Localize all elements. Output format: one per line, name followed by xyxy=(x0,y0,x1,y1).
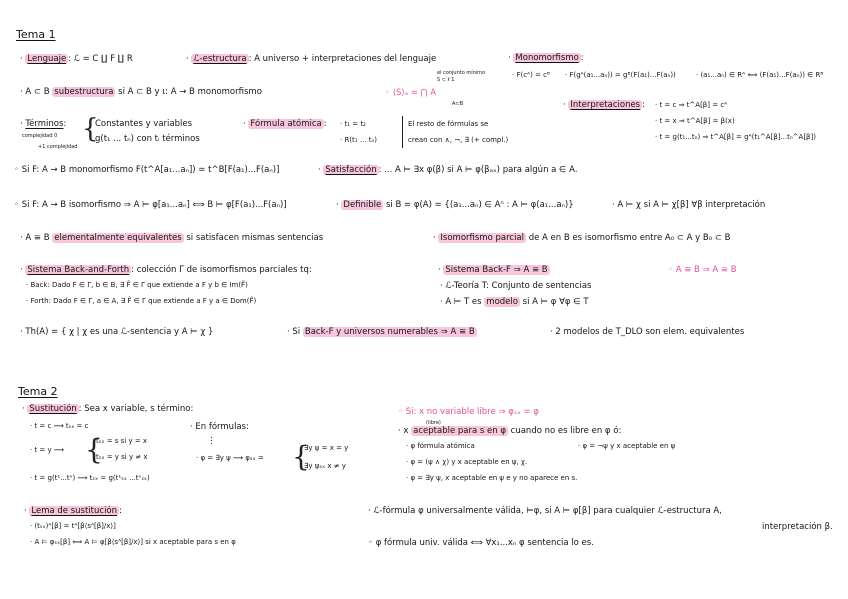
generated-substructure xyxy=(385,88,436,99)
variable-libre-row: ◦ Si: x no variable libre ⇒ φₛₓ = φ xyxy=(398,407,539,417)
formula-resto-2: crean con ∧, ¬, ∃ (+ compl.) xyxy=(408,136,509,144)
formulas-exists-left: · φ = ∃y ψ ⟿ φₛₓ = xyxy=(196,454,264,462)
aceptable-definition: cuando no es libre en φ ó: xyxy=(510,426,622,436)
back-condition: · Back: Dado F ∈ Γ, b ∈ B, ∃ F̃ ∈ Γ que extiende a F y b ∈ Im(F̃) xyxy=(26,281,248,289)
sustitucion-variable-b: tₛₓ = y si y ≠ x xyxy=(96,453,148,461)
lema-label: Lema de sustitución xyxy=(31,506,118,516)
interpretaciones-heading: · Interpretaciones : xyxy=(563,100,645,110)
back-and-forth-row: · Sistema Back-and-Forth : colección Γ de isomorfismos parciales tq: xyxy=(20,265,312,275)
back-and-forth-label: Sistema Back-and-Forth xyxy=(27,265,130,275)
terminos-note-2: +1 complejidad xyxy=(38,144,78,150)
lema-heading: · Lema de sustitución : xyxy=(24,506,122,516)
isomorfismo-parcial-definition: de A en B es isomorfismo entre A₀ ⊂ A y B₀ ⊂ B xyxy=(528,233,731,243)
generated-note-2: S ⊂ ℓ 1 xyxy=(437,77,455,83)
modelo-label: modelo xyxy=(486,297,518,307)
aceptable-left: · x xyxy=(398,426,409,436)
formula-atomica-2: · R(t₁ ... tₙ) xyxy=(340,136,377,144)
formulas-dots: ⋮ xyxy=(207,436,216,446)
modelo-interpretacion: · A ⊨ χ si A ⊨ χ[β] ∀β interpretación xyxy=(612,200,766,210)
formula-atomica-label: Fórmula atómica xyxy=(250,119,322,129)
lestructura-label: ℒ-estructura xyxy=(193,54,247,64)
generated-formula: ◦ ⟨S⟩ₐ = ⋂ A xyxy=(385,88,437,98)
monomorfismo-cond-1: · F(cᴬ) = cᴮ xyxy=(512,71,550,79)
lestructura-definition: A universo + interpretaciones del lenguaje xyxy=(254,54,437,64)
elementalmente-left: · A ≡ B xyxy=(20,233,50,243)
lema-formulas: · A ⊨ φₛₓ[β] ⟺ A ⊨ φ[β⟨sᴬ[β]/x⟩] si x aceptable para s en φ xyxy=(30,538,236,546)
terminos-note-1: complejidad 0 xyxy=(22,133,58,139)
isomorfos-equivalentes: ◦ A ≅ B ⇒ A ≡ B xyxy=(668,265,737,275)
definible-definition: si B = φ(A) = {(a₁...aₙ) ∈ Aⁿ : A ⊨ φ(a₁...aₙ)} xyxy=(385,200,574,210)
formula-divider xyxy=(402,116,403,148)
definible-row: · Definible si B = φ(A) = {(a₁...aₙ) ∈ Aⁿ : A ⊨ φ(a₁...aₙ)} xyxy=(336,200,574,210)
tema2-title: Tema 2 xyxy=(18,385,58,398)
formula-atomica-heading: · Fórmula atómica : xyxy=(243,119,327,129)
subestructura-label: subestructura xyxy=(54,87,114,97)
modelo-left: · A ⊨ T es xyxy=(440,297,482,307)
monomorfismo-label: Monomorfismo xyxy=(515,53,579,63)
sustitucion-variable-a: tₛₓ = s si y = x xyxy=(96,437,148,445)
terminos-item-1: Constantes y variables xyxy=(95,119,193,129)
elementalmente-definition: si satisfacen mismas sentencias xyxy=(186,233,324,243)
sustitucion-label: Sustitución xyxy=(29,404,77,414)
monomorfismo-cond-2: · F(gᴬ(a₁...aₙ)) = gᴮ(F(a₁)...F(aₙ)) xyxy=(565,71,676,79)
lenguaje-label: Lenguaje xyxy=(27,54,67,64)
isomorfismo-theorem: ◦ Si F: A → B isomorfismo ⇒ A ⊨ φ[a₁...aₙ] ⟺ B ⊨ φ[F(a₁)...F(aₙ)] xyxy=(14,200,287,210)
interpretacion-func: · t = g(t₁...tₙ) ⇒ t^A[β] = gᴬ(t₁^A[β]...tₙ^A[β]) xyxy=(655,133,816,141)
modelo-definition: si A ⊨ φ ∀φ ∈ T xyxy=(522,297,589,307)
back-forth-numerable-row xyxy=(287,327,477,338)
sustitucion-funcion: · t = g(t¹...tⁿ) ⟿ tₛₓ = g(t¹ₛₓ ...tⁿₛₓ) xyxy=(30,474,150,482)
terminos-brace: { xyxy=(82,114,99,144)
satisfaccion-row: · Satisfacción : ... A ⊨ ∃x φ(β) si A ⊨ φ(βₐₓ) para algún a ∈ A. xyxy=(318,165,578,175)
lestructura-row: · ℒ-estructura : A universo + interpretaciones del lenguaje xyxy=(186,54,437,64)
aceptable-label: aceptable para s en φ xyxy=(413,426,506,436)
aceptable-negacion: · φ = ¬ψ y x aceptable en ψ xyxy=(578,442,676,450)
sustitucion-variable-brace: { xyxy=(85,433,103,466)
lema-terminos: · (tₛₓ)ᴬ[β] = tᴬ[β⟨sᴬ[β]/x⟩] xyxy=(30,522,116,530)
formulas-heading: · En fórmulas: xyxy=(190,422,249,432)
subestructura-left: · A ⊂ B xyxy=(20,87,50,97)
isomorfismo-parcial-label: Isomorfismo parcial xyxy=(440,233,524,243)
definible-label: Definible xyxy=(343,200,382,210)
formula-resto-1: El resto de fórmulas se xyxy=(408,120,489,128)
monomorfismo-theorem: ◦ Si F: A → B monomorfismo F(t^A[a₁...aₙ]) = t^B[F(a₁)...F(aₙ)] xyxy=(14,165,280,175)
generated-note-1: el conjunto mínimo xyxy=(437,70,486,76)
satisfaccion-label: Satisfacción xyxy=(325,165,377,175)
isomorfismo-parcial-row: · Isomorfismo parcial de A en B es isomorfismo entre A₀ ⊂ A y B₀ ⊂ B xyxy=(433,233,731,243)
modelo-row xyxy=(440,297,589,308)
aceptable-row xyxy=(398,426,621,437)
formula-atomica-1: · t₁ = t₂ xyxy=(340,120,366,128)
sistema-bf-row: · Sistema Back-F ⇒ A ≡ B xyxy=(438,265,548,275)
universal-valida-1: · ℒ-fórmula φ universalmente válida, ⊨φ, si A ⊨ φ[β] para cualquier ℒ-estructura A, xyxy=(368,506,722,516)
elementalmente-row xyxy=(20,233,323,244)
sustitucion-definition: Sea x variable, s término: xyxy=(84,404,194,414)
generated-subscript: A⊂B xyxy=(452,101,464,107)
teoria-de-a: · Th(A) = { χ | χ es una ℒ-sentencia y A ⊨ χ } xyxy=(20,327,214,337)
formulas-exists-brace: { xyxy=(292,440,310,473)
formulas-exists-a: ∃y ψ = x = y xyxy=(304,444,349,452)
sistema-bf-label: Sistema Back-F ⇒ A ≡ B xyxy=(445,265,548,275)
sustitucion-heading: · Sustitución : Sea x variable, s término: xyxy=(22,404,194,414)
universal-valida-3: ◦ φ fórmula univ. válida ⟺ ∀x₁...xₙ φ sentencia lo es. xyxy=(368,538,594,548)
universal-valida-2: interpretación β. xyxy=(762,522,833,532)
aceptable-conjuncion: · φ = (ψ ∧ χ) y x aceptable en ψ, χ. xyxy=(406,458,528,466)
terminos-heading: · Términos: xyxy=(20,119,67,129)
tema1-title: Tema 1 xyxy=(16,28,56,41)
interpretacion-const: · t = c ⇒ t^A[β] = cᴬ xyxy=(655,101,728,109)
forth-condition: · Forth: Dado F ∈ Γ, a ∈ A, ∃ F̃ ∈ Γ que extiende a F y a ∈ Dom(F̃) xyxy=(26,297,257,305)
sustitucion-constante: · t = c ⟿ tₛₓ = c xyxy=(30,422,89,430)
aceptable-existencial: · φ = ∃y ψ, x aceptable en ψ e y no aparece en s. xyxy=(406,474,578,482)
aceptable-atomica: · φ fórmula atómica xyxy=(406,442,475,450)
dlo-modelos: · 2 modelos de T_DLO son elem. equivalentes xyxy=(550,327,745,337)
back-forth-numerable-left: · Si xyxy=(287,327,301,337)
terminos-item-2: g(t₁ ... tₙ) con tᵢ términos xyxy=(95,134,200,144)
elementalmente-label: elementalmente equivalentes xyxy=(54,233,182,243)
teoria-definition: · ℒ-Teoría T: Conjunto de sentencias xyxy=(440,281,592,291)
monomorfismo-heading: · Monomorfismo : xyxy=(508,53,584,63)
back-forth-numerable-label: Back-F y universos numerables ⇒ A ≅ B xyxy=(304,327,475,337)
interpretaciones-label: Interpretaciones xyxy=(570,100,641,110)
interpretacion-var: · t = x ⇒ t^A[β] = β(x) xyxy=(655,117,735,125)
satisfaccion-definition: ... A ⊨ ∃x φ(β) si A ⊨ φ(βₐₓ) para algún a ∈ A. xyxy=(384,165,578,175)
lenguaje-definition: ℒ = C ∐ F ∐ R xyxy=(73,54,133,64)
subestructura-definition: si A ⊂ B y ι: A → B monomorfismo xyxy=(118,87,262,97)
monomorfismo-cond-3: · (a₁...aₙ) ∈ Rᴬ ⟺ (F(a₁)...F(aₙ)) ∈ Rᴮ xyxy=(696,71,824,79)
back-and-forth-definition: colección Γ de isomorfismos parciales tq: xyxy=(136,265,312,275)
lenguaje-row: · Lenguaje : ℒ = C ∐ F ∐ R xyxy=(20,54,133,64)
terminos-label: Términos xyxy=(25,119,64,129)
subestructura-row xyxy=(20,87,262,98)
formulas-exists-b: ∃y ψₛₓ x ≠ y xyxy=(304,462,346,470)
libre-note: (libre) xyxy=(426,420,441,426)
sustitucion-variable-left: · t = y ⟿ xyxy=(30,446,64,454)
